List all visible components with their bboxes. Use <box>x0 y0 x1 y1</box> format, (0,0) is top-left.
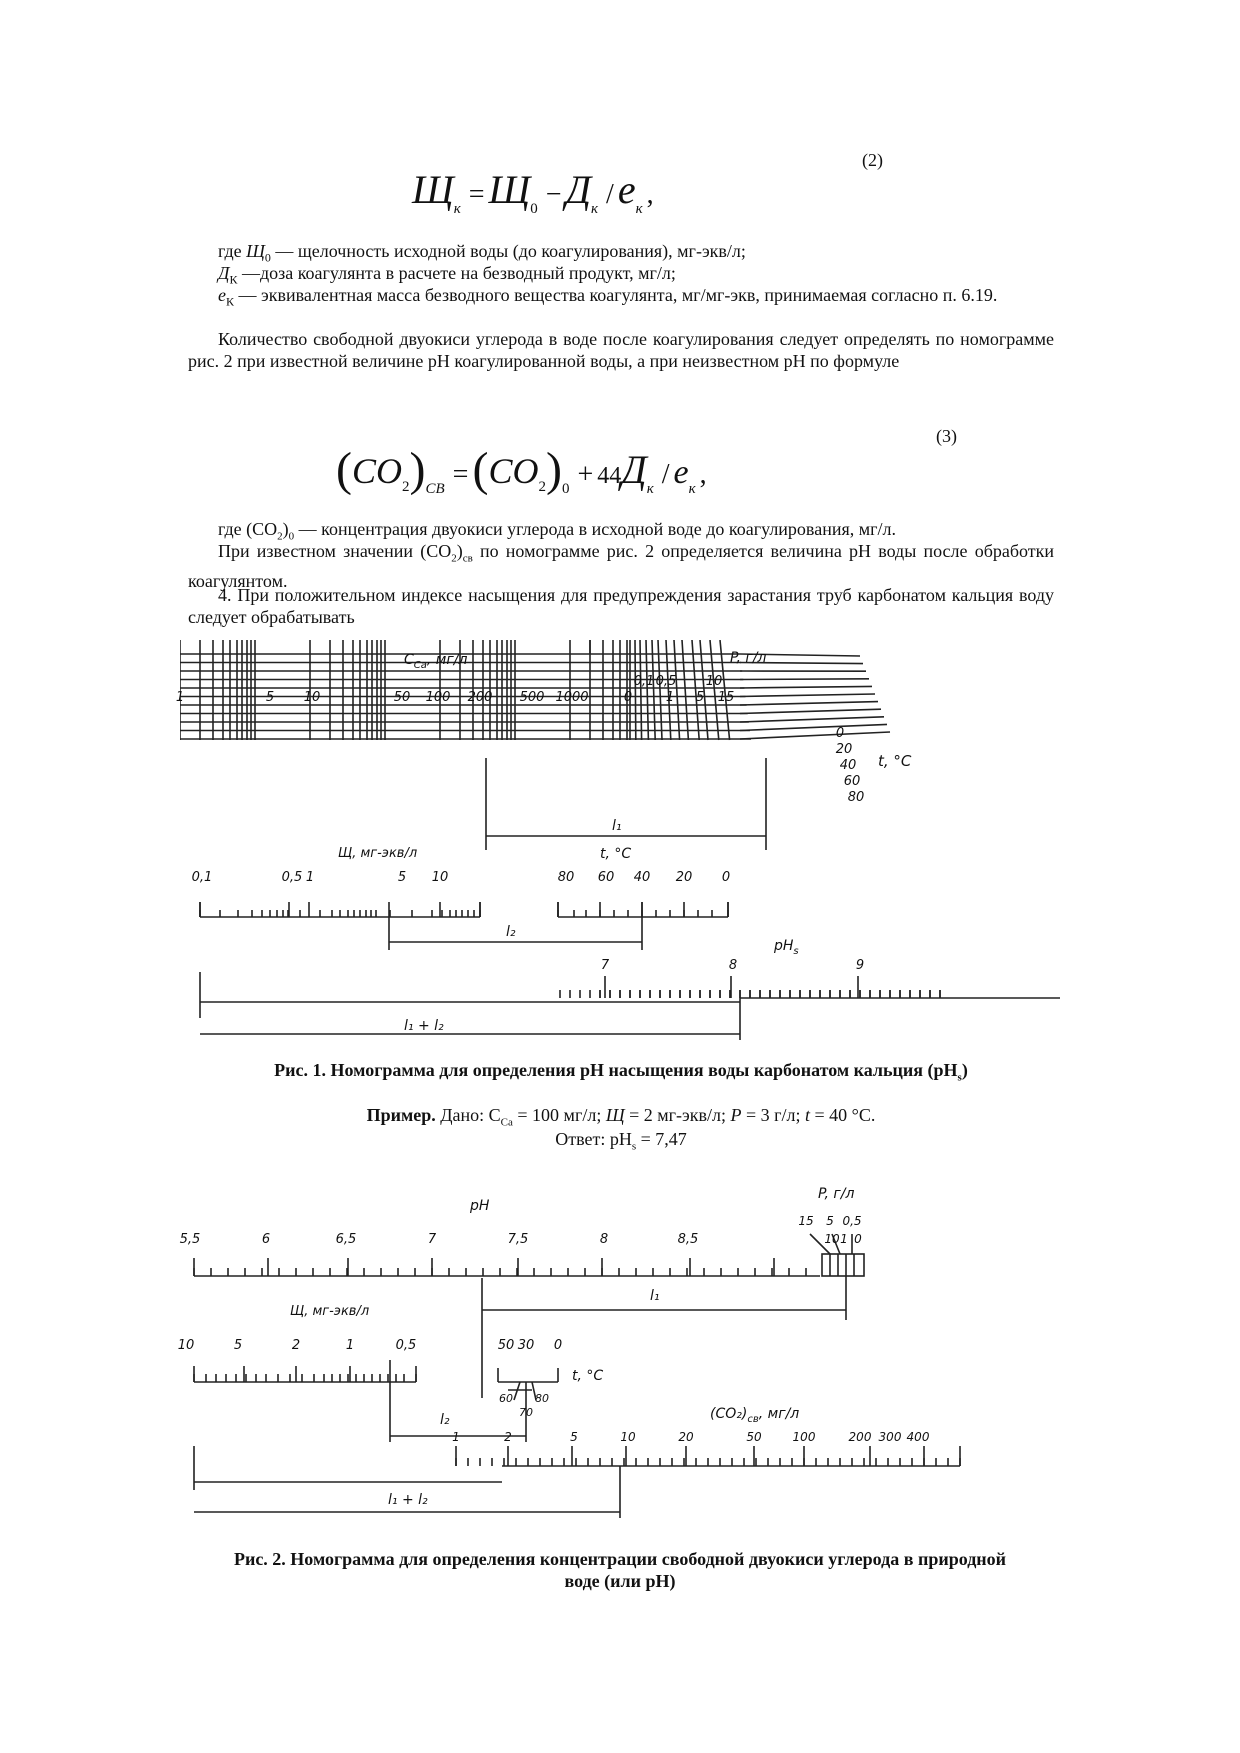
var: Д <box>218 263 230 283</box>
grid-line <box>740 686 872 688</box>
tick-label: 10 <box>824 1232 840 1246</box>
formula-sub: к <box>591 201 599 217</box>
formula-op: , <box>646 179 654 210</box>
tick-label: 6 <box>261 1232 271 1247</box>
temperature-label-3: t, °C <box>572 1368 604 1384</box>
tick-label: 0,5 <box>842 1214 862 1228</box>
sub: К <box>226 294 235 309</box>
tick-label: 20 <box>675 870 693 885</box>
tick-label: 5 <box>265 690 275 705</box>
formula-symbol: Щ <box>412 167 454 212</box>
formula-sub: 2 <box>538 479 546 495</box>
temperature-label-2: t, °C <box>600 846 632 862</box>
formula-op: − <box>545 179 562 210</box>
grid-line <box>674 640 680 740</box>
l1-plus-l2-label-2: l₁ + l₂ <box>388 1492 428 1508</box>
formula-symbol: Д <box>565 167 592 212</box>
grid-line <box>682 640 688 740</box>
formula-op: / <box>661 459 670 490</box>
tick-label: 50 <box>746 1430 762 1444</box>
tick-label: 8 <box>599 1232 609 1247</box>
tick-label: 10 <box>705 674 723 689</box>
tick-label: 2 <box>504 1430 512 1444</box>
formula-symbol: Щ <box>488 167 531 212</box>
formula-sub: 2 <box>402 479 410 495</box>
temperature-label: t, °C <box>878 752 912 770</box>
grid-line <box>640 640 642 740</box>
var: е <box>218 285 226 305</box>
tick-label: 7 <box>600 958 610 973</box>
tick-label: 0,1 <box>191 870 213 885</box>
tick-label: 10 <box>177 1338 195 1353</box>
def-text: —доза коагулянта в расчете на безводный продукт, мг/л; <box>237 263 676 283</box>
tick-label: 0,5 <box>281 870 303 885</box>
grid-line <box>740 732 890 739</box>
l2-label: l₂ <box>506 924 516 940</box>
formula-symbol: e <box>617 167 636 212</box>
grid-line <box>646 640 648 740</box>
p-axis-label-2: P, г/л <box>818 1186 855 1202</box>
tick-label: 100 <box>792 1430 816 1444</box>
formula-sub: к <box>635 201 643 217</box>
grid-line <box>658 640 662 740</box>
formula-symbol: Д <box>621 447 647 492</box>
definition-alkalinity: где $Щ_0$ — щелочность исходной воды (до коагулирования), мг-экв/л; <box>218 241 746 265</box>
tick-label: 0 <box>553 1338 563 1353</box>
tick-label: 0 <box>623 690 633 705</box>
formula-op: / <box>606 179 614 210</box>
grid-line <box>652 640 655 740</box>
tick-label: 0 <box>854 1232 862 1246</box>
tick-label: 80 <box>557 870 575 885</box>
tick-label: 0 <box>835 726 845 741</box>
l1-label-2: l₁ <box>650 1288 660 1304</box>
tick-label: 5,5 <box>179 1232 201 1247</box>
formula-sub: CB <box>425 481 445 497</box>
sub: 0 <box>264 250 271 265</box>
def-text: — эквивалентная масса безводного вещества коагулянта, мг/мг-экв, принимаемая согласно п. 6.19. <box>234 285 998 305</box>
grid-line <box>740 694 875 697</box>
tick-label: 2 <box>291 1338 301 1353</box>
tick-label: 1000 <box>555 690 589 705</box>
figure-1-caption: Рис. 1. Номограмма для определения pH насыщения воды карбонатом кальция $(pH_s)$ <box>274 1060 968 1084</box>
tick-label: 50 <box>393 690 411 705</box>
tick-label: 0 <box>721 870 731 885</box>
figure-2-caption: Рис. 2. Номограмма для определения концентрации свободной двуокиси углерода в природной воде (или pH) <box>233 1549 1007 1591</box>
tick-label: 7,5 <box>507 1232 529 1247</box>
tick-label: 6,5 <box>335 1232 357 1247</box>
paragraph-4: 4. При положительном индексе насыщения для предупреждения зарастания труб карбонатом кальция воду следует обрабатывать <box>188 585 1054 627</box>
grid-line <box>740 702 878 705</box>
tick-label: 8 <box>728 958 738 973</box>
tick-label: 0,5 <box>395 1338 417 1353</box>
tick-label: 8,5 <box>677 1232 699 1247</box>
tick-label: 10 <box>303 690 321 705</box>
formula-op: = <box>452 459 469 490</box>
tick-label: 15 <box>798 1214 814 1228</box>
tick-label: 5 <box>570 1430 578 1444</box>
tick-label: 0,1 <box>633 674 655 689</box>
example-given: Пример. Дано: $С_{Ca} = 100$ мг/л; Щ = 2 мг-экв/л; P = 3 г/л; t = 40 °С. <box>366 1105 876 1129</box>
p-axis-label-1: P, г/л <box>730 650 767 666</box>
formula-2 <box>412 166 658 217</box>
formula-op: , <box>699 459 707 490</box>
example-answer: Ответ: $pH_s = 7,47$ <box>555 1129 687 1153</box>
l1-plus-l2-label: l₁ + l₂ <box>404 1018 444 1034</box>
tick-label: 30 <box>517 1338 535 1353</box>
tick-label: 60 <box>499 1392 513 1405</box>
formula-sub: к <box>453 201 461 217</box>
formula-sub: к <box>688 481 696 497</box>
l2-label-2: l₂ <box>440 1412 450 1428</box>
tick-label: 1 <box>840 1232 848 1246</box>
tick-label: 1 <box>175 690 185 705</box>
equation-number-3: (3) <box>936 426 957 446</box>
paragraph-known-co2: При известном значении $(СО_2)_{св}$ по номограмме рис. 2 определяется величина pH воды после обработки коагулянтом. <box>188 541 1054 591</box>
formula-coef: 44 <box>597 463 622 489</box>
co2-axis-label: $(CO_2)_{св}$, мг/л <box>710 1406 800 1425</box>
alkalinity-axis-label: Щ, мг-экв/л <box>338 846 418 861</box>
formula-symbol: CO <box>488 451 539 491</box>
formula-symbol: e <box>673 454 689 491</box>
tick-label: 0,5 <box>655 674 677 689</box>
tick-label: 70 <box>519 1406 533 1419</box>
sub: К <box>229 272 238 287</box>
tick-label: 10 <box>620 1430 636 1444</box>
tick-label: 20 <box>678 1430 694 1444</box>
tick-label: 300 <box>878 1430 902 1444</box>
def-text: — щелочность исходной воды (до коагулирования), мг-экв/л; <box>270 241 746 261</box>
tick-label: 200 <box>848 1430 872 1444</box>
tick-label: 80 <box>535 1392 549 1405</box>
l1-label: l₁ <box>612 818 622 834</box>
definition-co2: где $(СО_2)_0$ — концентрация двуокиси углерода в исходной воде до коагулирования, мг/л. <box>218 519 896 543</box>
tick-label: 200 <box>467 690 493 705</box>
tick-label: 10 <box>431 870 449 885</box>
tick-label: 40 <box>633 870 651 885</box>
tick-label: 5 <box>695 690 705 705</box>
tick-label: 50 <box>497 1338 515 1353</box>
tick-label: 5 <box>826 1214 834 1228</box>
tick-label: 1 <box>305 870 315 885</box>
equation-number-2: (2) <box>862 150 883 170</box>
tick-label: 5 <box>397 870 407 885</box>
tick-label: 400 <box>906 1430 930 1444</box>
formula-sub: 0 <box>561 481 570 497</box>
formula-symbol: CO <box>351 451 402 491</box>
formula-op: + <box>577 459 594 490</box>
tick-label: 100 <box>425 690 451 705</box>
definition-equiv-mass <box>188 284 1054 313</box>
tick-label: 1 <box>452 1430 460 1444</box>
nomogram-figure-2 <box>177 1190 1060 1530</box>
var: Щ <box>246 241 265 261</box>
grid-line <box>635 640 636 740</box>
tick-label: 80 <box>847 790 865 805</box>
tick-label: 20 <box>835 742 853 757</box>
grid-line <box>740 709 881 713</box>
grid-line <box>740 679 869 680</box>
tick-label: 7 <box>427 1232 437 1247</box>
formula-3: (CO2)CB =(CO2)0 + 44Дк / eк , <box>336 440 711 495</box>
formula-sub: 0 <box>530 201 538 217</box>
tick-label: 15 <box>717 690 735 705</box>
ph-axis-label: pH <box>470 1198 490 1214</box>
tick-label: 40 <box>839 758 857 773</box>
tick-label: 9 <box>855 958 865 973</box>
tick-label: 60 <box>843 774 861 789</box>
ca-axis-label: $C_{Ca}$, мг/л <box>404 652 468 671</box>
tick-label: 1 <box>665 690 675 705</box>
grid-line <box>740 724 887 730</box>
grid-line <box>740 717 884 722</box>
tick-label: 60 <box>597 870 615 885</box>
formula-op: = <box>468 179 485 210</box>
tick-label: 1 <box>345 1338 355 1353</box>
tick-label: 500 <box>519 690 545 705</box>
alkalinity-axis-label-2: Щ, мг-экв/л <box>290 1304 370 1319</box>
paragraph-co2: Количество свободной двуокиси углерода в воде после коагулирования следует определять по номограмме рис. 2 при известной величине pH коагулированной воды, а при неизвестном pH по формуле <box>188 329 1054 371</box>
formula-sub: к <box>646 481 654 497</box>
tick-label: 5 <box>233 1338 243 1353</box>
phs-axis-label: $pH_s$ <box>774 938 799 957</box>
